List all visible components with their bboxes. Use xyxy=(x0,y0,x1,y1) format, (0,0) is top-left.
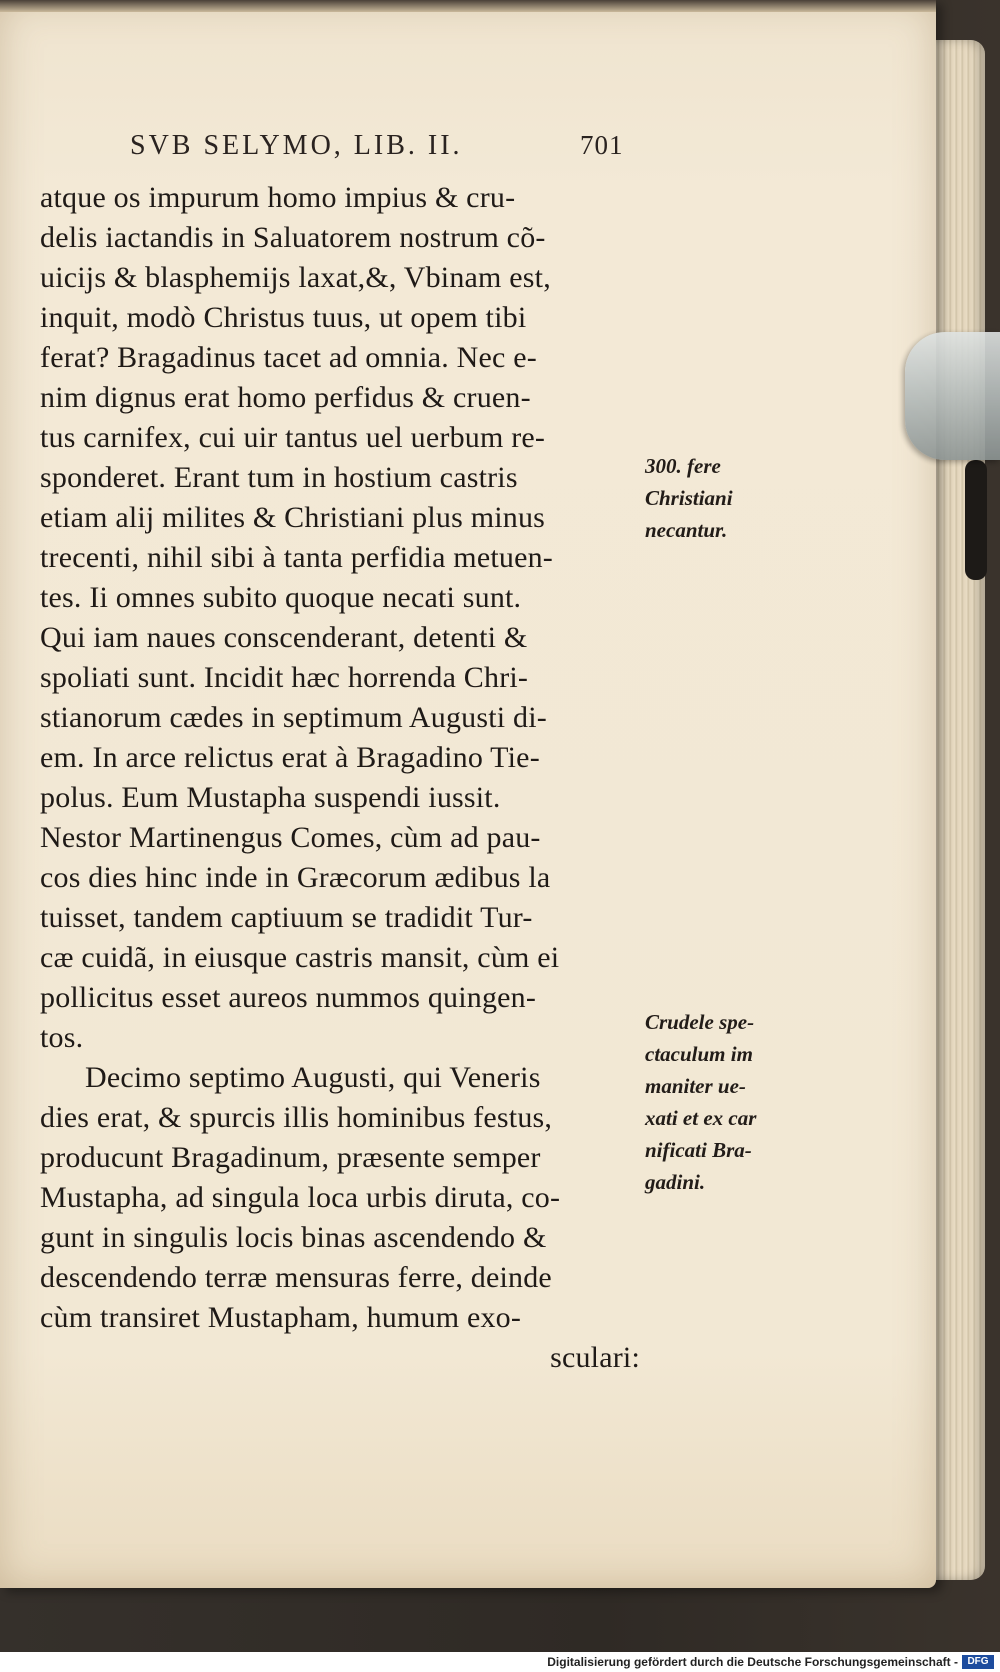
body-line: tes. Ii omnes subito quoque necati sunt. xyxy=(40,581,522,614)
paragraph-line: producunt Bragadinum, præsente semper xyxy=(40,1141,541,1174)
note-line: nificati Bra- xyxy=(645,1138,752,1162)
note-line: Crudele spe- xyxy=(645,1010,755,1034)
paragraph-line: dies erat, & spurcis illis hominibus festus, xyxy=(40,1101,553,1134)
body-line: em. In arce relictus erat à Bragadino Tie- xyxy=(40,741,540,774)
body-line: etiam alij milites & Christiani plus minus xyxy=(40,501,546,534)
body-line: tuisset, tandem captiuum se tradidit Tur- xyxy=(40,901,533,934)
note-line: 300. fere xyxy=(645,454,721,478)
body-line: cos dies hinc inde in Græcorum ædibus la xyxy=(40,861,551,894)
body-line: sponderet. Erant tum in hostium castris xyxy=(40,461,518,494)
body-line: pollicitus esset aureos nummos quingen- xyxy=(40,981,537,1014)
dfg-logo: DFG xyxy=(962,1655,994,1669)
body-line: atque os impurum homo impius & cru- xyxy=(40,181,516,214)
running-head: SVB SELYMO, LIB. II. xyxy=(130,130,463,161)
body-line: spoliati sunt. Incidit hæc horrenda Chri- xyxy=(40,661,529,694)
note-line: gadini. xyxy=(645,1170,706,1194)
note-line: Christiani xyxy=(645,486,733,510)
body-text xyxy=(40,178,640,1378)
paragraph-line: descendendo terræ mensuras ferre, deinde xyxy=(40,1261,552,1294)
paragraph-line: cùm transiret Mustapham, humum exo- xyxy=(40,1301,522,1334)
body-line: cæ cuidã, in eiusque castris mansit, cùm ei xyxy=(40,941,560,974)
paragraph-line: gunt in singulis locis binas ascendendo & xyxy=(40,1221,547,1254)
clip-shadow xyxy=(965,460,987,580)
note-line: maniter ue- xyxy=(645,1074,746,1098)
body-line: tos. xyxy=(40,1021,84,1054)
page-clip xyxy=(905,332,1000,460)
body-line: stianorum cædes in septimum Augusti di- xyxy=(40,701,547,734)
note-line: ctaculum im xyxy=(645,1042,753,1066)
body-line: Qui iam naues conscenderant, detenti & xyxy=(40,621,528,654)
paragraph-line: Decimo septimo Augusti, qui Veneris xyxy=(85,1061,541,1094)
body-line: ferat? Bragadinus tacet ad omnia. Nec e- xyxy=(40,341,537,374)
margin-note-christians-killed xyxy=(645,450,775,546)
note-line: xati et ex car xyxy=(645,1106,757,1130)
catchword: sculari: xyxy=(550,1341,640,1374)
digitization-credit: Digitalisierung gefördert durch die Deutsche Forschungsgemeinschaft - xyxy=(547,1655,958,1669)
margin-note-bragadin-cruelty xyxy=(645,1006,775,1198)
paragraph-line: Mustapha, ad singula loca urbis diruta, co- xyxy=(40,1181,561,1214)
body-line: Nestor Martinengus Comes, cùm ad pau- xyxy=(40,821,541,854)
body-line: inquit, modò Christus tuus, ut opem tibi xyxy=(40,301,527,334)
body-line: uicijs & blasphemijs laxat,&, Vbinam est, xyxy=(40,261,551,294)
page-number: 701 xyxy=(580,130,624,160)
body-line: delis iactandis in Saluatorem nostrum cõ- xyxy=(40,221,546,254)
body-line: trecenti, nihil sibi à tanta perfidia metuen- xyxy=(40,541,553,574)
page-top-rim xyxy=(0,0,936,12)
body-line: nim dignus erat homo perfidus & cruen- xyxy=(40,381,531,414)
note-line: necantur. xyxy=(645,518,728,542)
body-line: tus carnifex, cui uir tantus uel uerbum re- xyxy=(40,421,546,454)
body-line: polus. Eum Mustapha suspendi iussit. xyxy=(40,781,501,814)
